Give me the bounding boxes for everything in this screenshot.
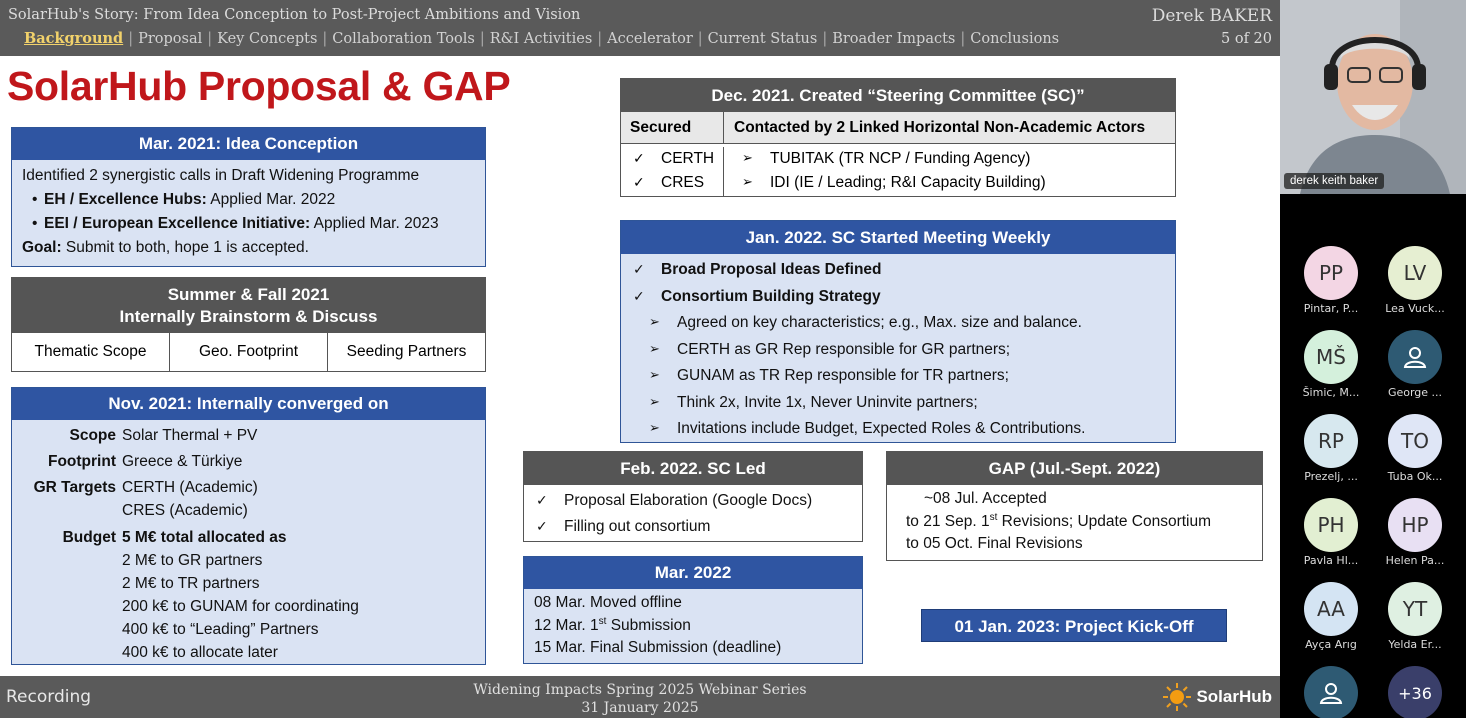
- presenter-name: Derek BAKER: [1151, 6, 1272, 26]
- check-icon: ✓: [633, 175, 645, 191]
- slide-top-bar: [0, 0, 1280, 56]
- brainstorm-box: [11, 277, 486, 372]
- idea-bullet-eh: • EH / Excellence Hubs: Applied Mar. 2022: [22, 188, 475, 212]
- participant-tile[interactable]: [1373, 330, 1457, 399]
- converged-box: [11, 387, 486, 665]
- seeding-partners-cell: Seeding Partners: [328, 333, 485, 371]
- participants-panel: [1280, 0, 1466, 718]
- check-icon: ✓: [536, 493, 548, 509]
- user-icon: [1402, 344, 1428, 370]
- arrow-icon: ➢: [649, 341, 660, 357]
- participant-tile[interactable]: [1373, 414, 1457, 483]
- budget-line: 2 M€ to GR partners: [122, 552, 263, 569]
- geo-footprint-cell: Geo. Footprint: [170, 333, 328, 371]
- nav-broader-impacts[interactable]: Broader Impacts: [832, 31, 956, 47]
- weekly-arrow-4: ➢ Think 2x, Invite 1x, Never Uninvite partners;: [621, 390, 1175, 417]
- participant-name: Šimic, M...: [1302, 386, 1360, 399]
- participant-tile[interactable]: [1373, 498, 1457, 567]
- sc-led-item-2: ✓ Filling out consortium: [524, 514, 862, 540]
- arrow-icon: ➢: [649, 315, 660, 330]
- participant-name: George ...: [1387, 386, 1443, 399]
- slide-navigation: Background | Proposal | Key Concepts | Collaboration Tools | R&I Activities | Accelerator | Current Status | Broader Impacts | Conclusions: [24, 30, 1060, 47]
- scope-row: Scope Solar Thermal + PV: [69, 427, 258, 444]
- participant-name: Tuba Ok...: [1387, 470, 1443, 483]
- steering-committee-box: [620, 78, 1176, 197]
- nav-key-concepts[interactable]: Key Concepts: [217, 31, 318, 47]
- weekly-arrow-5: ➢ Invitations include Budget, Expected Roles & Contributions.: [621, 416, 1175, 443]
- sc-led-item-1: ✓ Proposal Elaboration (Google Docs): [524, 488, 862, 514]
- participant-tile[interactable]: [1289, 414, 1373, 483]
- contacted-tubitak: ➢ TUBITAK (TR NCP / Funding Agency): [724, 147, 1175, 171]
- gap-line-2: to 21 Sep. 1st Revisions; Update Consortium: [906, 511, 1212, 530]
- speaker-portrait-icon: [1280, 0, 1466, 194]
- gap-line-1: ~08 Jul. Accepted: [924, 490, 1047, 507]
- sc-led-header: Feb. 2022. SC Led: [524, 452, 862, 485]
- participant-name: Pintar, P...: [1303, 302, 1359, 315]
- steering-committee-header: Dec. 2021. Created “Steering Committee (SC)”: [621, 79, 1175, 112]
- weekly-arrow-2: ➢ CERTH as GR Rep responsible for GR partners;: [621, 337, 1175, 364]
- solarhub-logo: SolarHub: [1162, 682, 1272, 712]
- idea-conception-box: [11, 127, 486, 267]
- idea-conception-header: Mar. 2021: Idea Conception: [12, 128, 485, 160]
- more-participants-count: +36: [1388, 666, 1442, 718]
- budget-line: 2 M€ to TR partners: [122, 575, 260, 592]
- secured-column-header: Secured: [621, 112, 724, 143]
- footprint-row: Footprint Greece & Türkiye: [47, 453, 243, 470]
- check-icon: ✓: [633, 151, 645, 167]
- participant-tile[interactable]: [1289, 498, 1373, 567]
- contacted-idi: ➢ IDI (IE / Leading; R&I Capacity Building): [724, 171, 1175, 195]
- participant-avatar: PH: [1304, 498, 1358, 552]
- nav-background[interactable]: Background: [24, 30, 124, 47]
- check-icon: ✓: [536, 519, 548, 535]
- webinar-series: Widening Impacts Spring 2025 Webinar Series 31 January 2025: [473, 682, 807, 716]
- speaker-video[interactable]: [1280, 0, 1466, 194]
- mar-2022-line-2: 12 Mar. 1st Submission: [534, 615, 691, 634]
- secured-cres: ✓ CRES: [621, 171, 723, 195]
- weekly-check-2: ✓ Consortium Building Strategy: [621, 284, 1175, 311]
- arrow-icon: ➢: [649, 394, 660, 410]
- participant-avatar: TO: [1388, 414, 1442, 468]
- participant-avatar: RP: [1304, 414, 1358, 468]
- arrow-icon: ➢: [742, 151, 753, 166]
- participant-avatar: MŠ: [1304, 330, 1358, 384]
- thematic-scope-cell: Thematic Scope: [12, 333, 170, 371]
- nav-current-status[interactable]: Current Status: [707, 31, 818, 47]
- weekly-arrow-1: ➢ Agreed on key characteristics; e.g., Max. size and balance.: [621, 310, 1175, 337]
- arrow-icon: ➢: [649, 368, 660, 383]
- participant-name: Pavla Hl...: [1303, 554, 1359, 567]
- gap-line-3: to 05 Oct. Final Revisions: [906, 535, 1083, 552]
- arrow-icon: ➢: [742, 175, 753, 190]
- story-title: SolarHub's Story: From Idea Conception to Post-Project Ambitions and Vision: [8, 7, 581, 23]
- participant-name: Ayça Arıg: [1305, 638, 1357, 651]
- budget-line: 400 k€ to allocate later: [122, 644, 278, 661]
- participant-avatar: YT: [1388, 582, 1442, 636]
- participant-tile[interactable]: [1373, 246, 1457, 315]
- speaker-name-label: derek keith baker: [1284, 173, 1384, 189]
- gap-header: GAP (Jul.-Sept. 2022): [887, 452, 1262, 485]
- participant-name: Lea Vuck...: [1385, 302, 1445, 315]
- nav-conclusions[interactable]: Conclusions: [970, 31, 1060, 47]
- mar-2022-box: [523, 556, 863, 664]
- page-number: 5 of 20: [1221, 31, 1272, 47]
- mar-2022-line-3: 15 Mar. Final Submission (deadline): [534, 639, 782, 656]
- budget-line: 200 k€ to GUNAM for coordinating: [122, 598, 359, 615]
- budget-row: Budget 5 M€ total allocated as: [62, 529, 287, 546]
- participant-avatar: LV: [1388, 246, 1442, 300]
- check-icon: ✓: [633, 262, 645, 278]
- participant-avatar: HP: [1388, 498, 1442, 552]
- weekly-meeting-header: Jan. 2022. SC Started Meeting Weekly: [621, 221, 1175, 254]
- check-icon: ✓: [633, 288, 645, 305]
- mar-2022-header: Mar. 2022: [524, 557, 862, 589]
- weekly-arrow-3: ➢ GUNAM as TR Rep responsible for TR partners;: [621, 363, 1175, 390]
- nav-ri-activities[interactable]: R&I Activities: [489, 31, 593, 47]
- slide-footer: [0, 676, 1280, 718]
- weekly-check-1: ✓ Broad Proposal Ideas Defined: [621, 257, 1175, 284]
- gap-box: [886, 451, 1263, 561]
- participant-tile[interactable]: [1373, 582, 1457, 651]
- budget-line: 400 k€ to “Leading” Partners: [122, 621, 319, 638]
- contacted-column-header: Contacted by 2 Linked Horizontal Non-Academic Actors: [734, 119, 1146, 136]
- participant-avatar: PP: [1304, 246, 1358, 300]
- idea-goal: Goal: Submit to both, hope 1 is accepted.: [22, 239, 309, 256]
- sun-icon: [1162, 682, 1192, 712]
- participant-tile[interactable]: [1289, 246, 1373, 315]
- secured-certh: ✓ CERTH: [621, 147, 723, 171]
- idea-intro: Identified 2 synergistic calls in Draft Widening Programme: [22, 167, 420, 184]
- gr-targets-row: GR Targets CERTH (Academic): [33, 479, 258, 496]
- participant-name: Helen Pa...: [1385, 554, 1445, 567]
- nav-proposal[interactable]: Proposal: [138, 31, 203, 47]
- slide-title: SolarHub Proposal & GAP: [7, 63, 511, 109]
- arrow-icon: ➢: [649, 421, 660, 436]
- participant-tile[interactable]: [1289, 582, 1373, 651]
- participant-name: Prezelj, ...: [1304, 470, 1358, 483]
- mar-2022-line-1: 08 Mar. Moved offline: [534, 594, 682, 611]
- user-icon: [1318, 680, 1344, 706]
- more-participants-tile[interactable]: [1373, 666, 1457, 718]
- recording-indicator: Recording: [6, 687, 92, 707]
- participant-avatar: [1304, 666, 1358, 718]
- participant-avatar: [1388, 330, 1442, 384]
- idea-bullet-eei: • EEI / European Excellence Initiative: Applied Mar. 2023: [22, 212, 475, 236]
- participant-tile[interactable]: [1289, 666, 1373, 718]
- participant-name: Yelda Er...: [1388, 638, 1442, 651]
- weekly-meeting-box: [620, 220, 1176, 443]
- nav-collaboration-tools[interactable]: Collaboration Tools: [332, 31, 475, 47]
- sc-led-box: [523, 451, 863, 542]
- brainstorm-header: Summer & Fall 2021 Internally Brainstorm & Discuss: [12, 278, 485, 333]
- gr-targets-row-2: CRES (Academic): [122, 502, 248, 519]
- nav-accelerator[interactable]: Accelerator: [607, 31, 693, 47]
- participant-tile[interactable]: [1289, 330, 1373, 399]
- participant-avatar: AA: [1304, 582, 1358, 636]
- project-kickoff-banner: 01 Jan. 2023: Project Kick-Off: [921, 609, 1227, 642]
- converged-header: Nov. 2021: Internally converged on: [12, 388, 485, 420]
